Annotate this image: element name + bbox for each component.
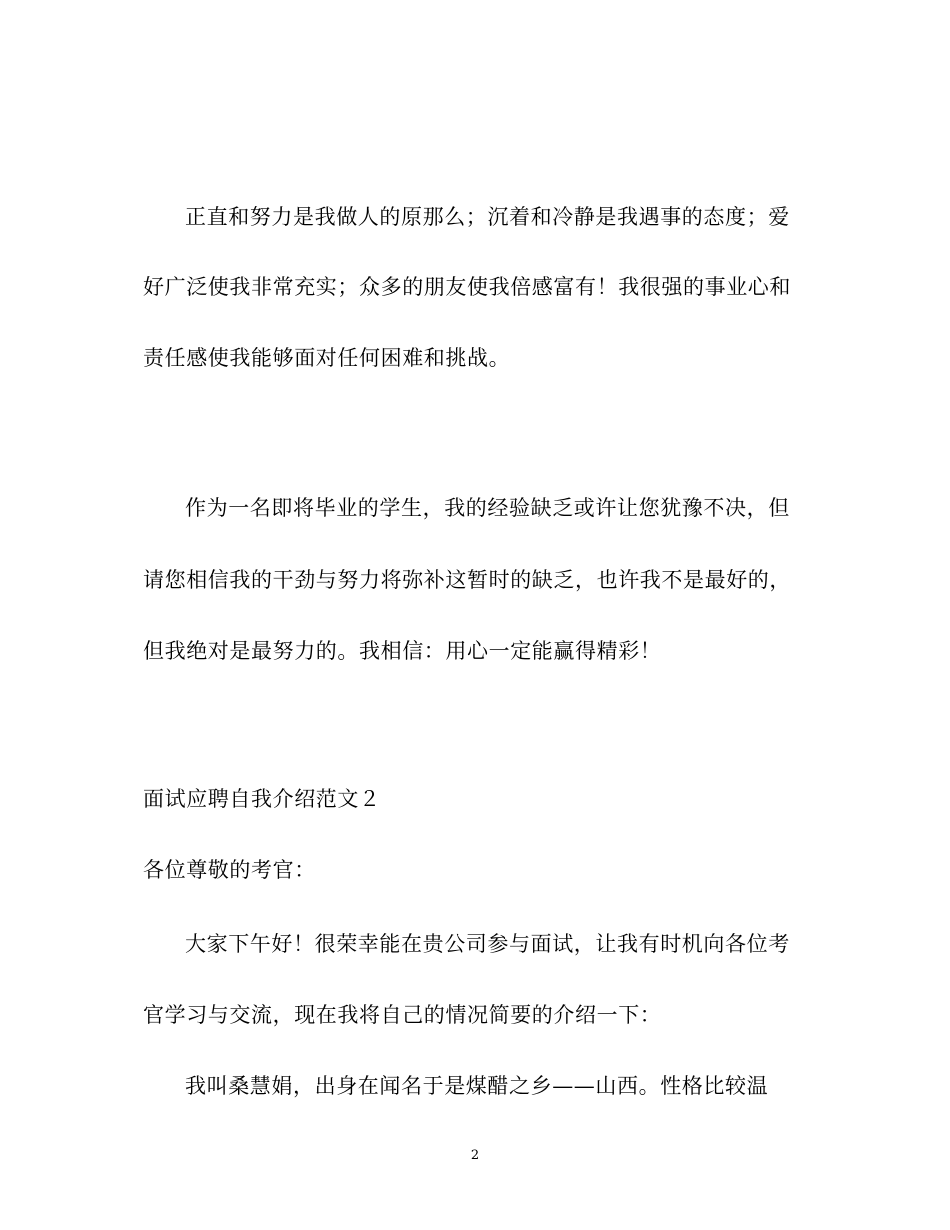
- paragraph-2-line-1: 作为一名即将毕业的学生，我的经验缺乏或许让您犹豫不决，但: [185, 496, 790, 520]
- paragraph-4-line-1: 我叫桑慧娟，出身在闻名于是煤醋之乡——山西。性格比较温: [185, 1074, 769, 1098]
- paragraph-1-line-1: 正直和努力是我做人的原那么；沉着和冷静是我遇事的态度；爱: [185, 205, 790, 229]
- paragraph-2-line-3: 但我绝对是最努力的。我相信：用心一定能赢得精彩！: [143, 639, 662, 663]
- paragraph-2-line-2: 请您相信我的干劲与努力将弥补这暂时的缺乏，也许我不是最好的，: [143, 568, 791, 592]
- paragraph-1-line-3: 责任感使我能够面对任何困难和挑战。: [143, 346, 511, 370]
- section-title: 面试应聘自我介绍范文２: [143, 787, 381, 811]
- paragraph-3-line-2: 官学习与交流，现在我将自己的情况简要的介绍一下：: [143, 1003, 662, 1027]
- paragraph-3-line-1: 大家下午好！很荣幸能在贵公司参与面试，让我有时机向各位考: [185, 932, 790, 956]
- salutation: 各位尊敬的考官：: [143, 858, 316, 882]
- paragraph-1-line-2: 好广泛使我非常充实；众多的朋友使我倍感富有！我很强的事业心和: [143, 275, 791, 299]
- page-number: 2: [470, 1148, 480, 1163]
